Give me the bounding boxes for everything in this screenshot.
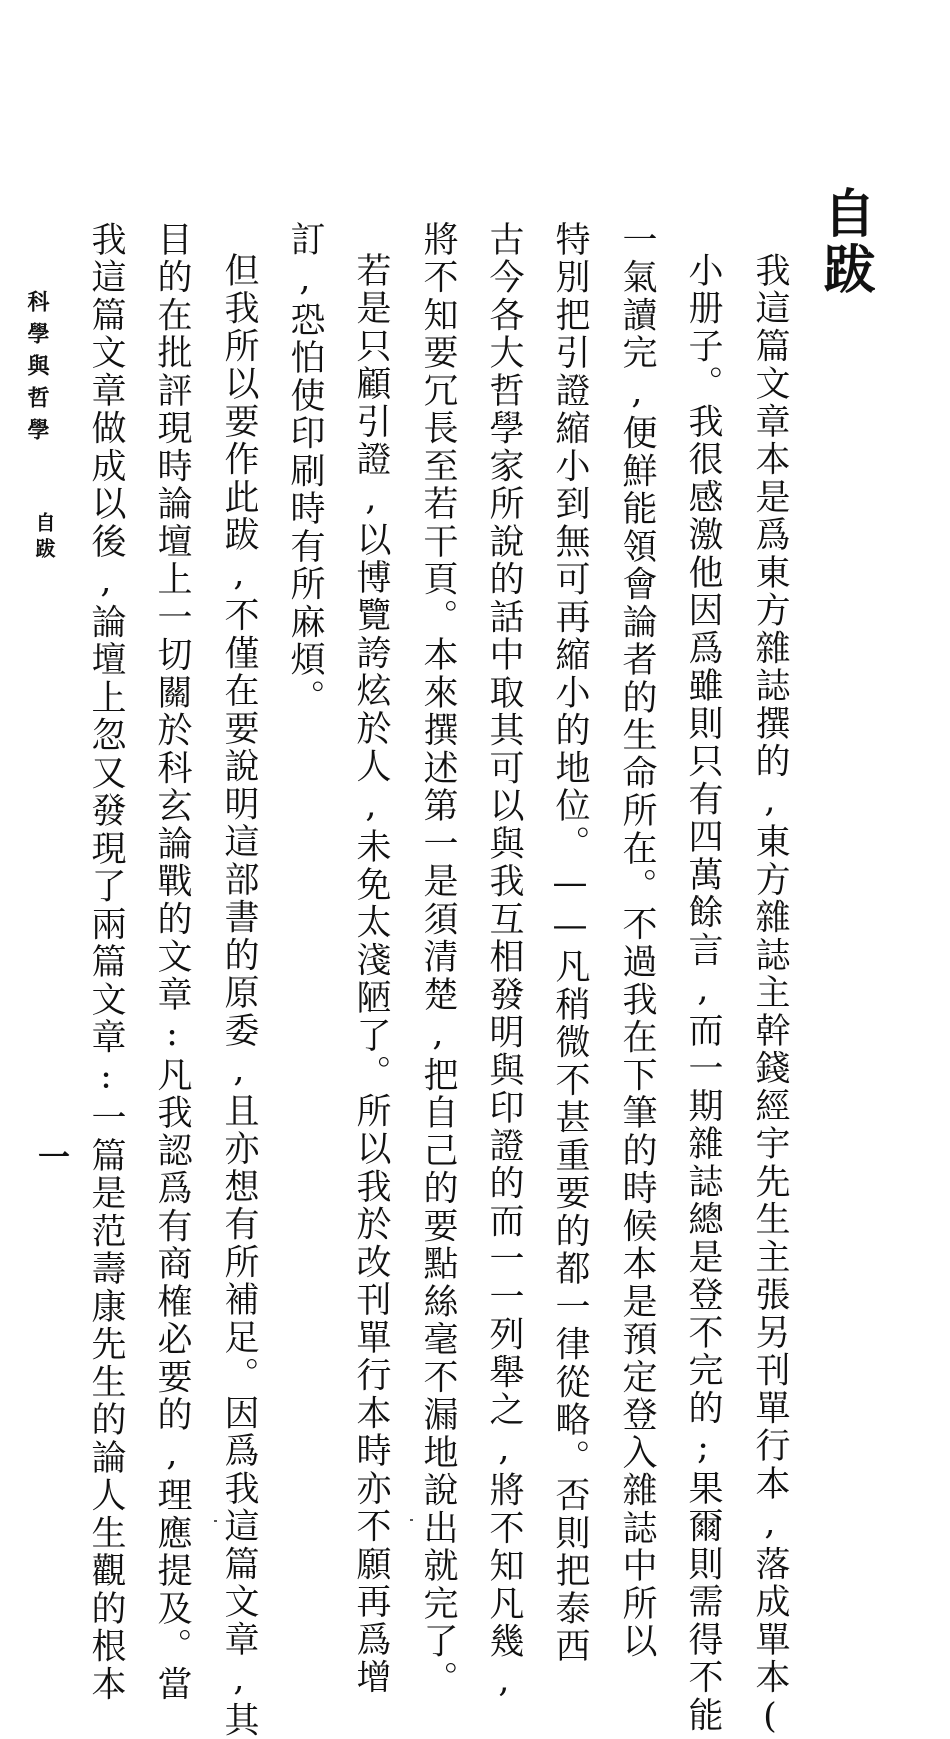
text-line-1: 我這篇文章本是爲東方雜誌撰的,東方雜誌主幹錢經宇先生主張另刊單行本,落成單本( — [750, 252, 790, 1739]
text-line-7: 若是只顧引證,以博覽誇炫於人,未免太淺陋了。所以我於改刊單行本時亦不願再爲增 — [351, 252, 391, 1697]
text-line-8: 訂,恐怕使印刷時有所麻煩。 — [285, 221, 325, 717]
text-line-2: 小册子。我很感激他因爲雖則只有四萬餘言,而一期雜誌總是登不完的;果爾則需得不能 — [683, 252, 723, 1735]
print-speck — [410, 1519, 413, 1521]
text-line-3: 一氣讀完,便鮮能領會論者的生命所在。不過我在下筆的時候本是預定登入雜誌中所以 — [617, 221, 657, 1661]
text-line-10: 目的在批評現時論壇上一切關於科玄論戰的文章:凡我認爲有商榷必要的,理應提及。當 — [152, 221, 192, 1704]
text-line-11: 我這篇文章做成以後,論壇上忽又發現了兩篇文章:一篇是范壽康先生的論人生觀的根本 — [86, 221, 126, 1704]
text-line-9: 但我所以要作此跋,不僅在要說明這部書的原委,且亦想有所補足。因爲我這篇文章,其 — [219, 252, 259, 1739]
page-title: 自跋 — [814, 186, 875, 298]
text-line-6: 將不知要冗長至若干頁。本來撰述第一是須清楚,把自己的要點絲毫不漏地說出就完了。 — [418, 221, 458, 1699]
page-number: 一 — [33, 1140, 71, 1172]
print-speck — [214, 1520, 217, 1522]
running-head-section: 自跋 — [32, 512, 56, 564]
text-line-4: 特別把引證縮小到無可再縮小的地位。——凡稍微不甚重要的都一律從略。否則把泰西 — [550, 221, 590, 1666]
text-line-5: 古今各大哲學家所說的話中取其可以與我互相發明與印證的而一一列舉之,將不知凡幾, — [484, 221, 524, 1704]
running-head-book-title: 科學與哲學 — [24, 290, 50, 450]
